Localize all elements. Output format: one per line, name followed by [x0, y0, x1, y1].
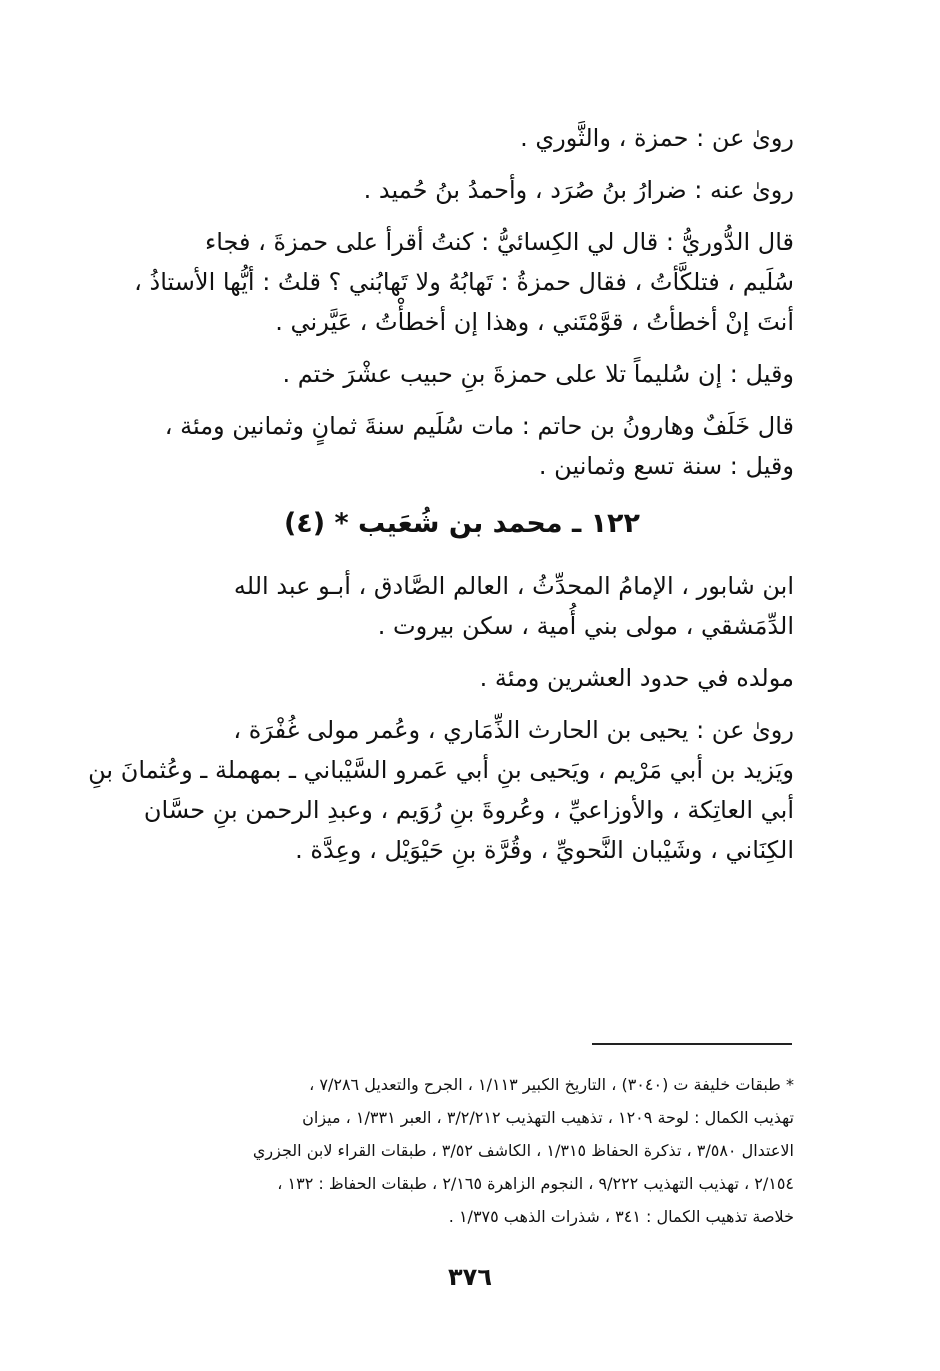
text-line: وقيل : سنة تسع وثمانين .	[538, 452, 794, 480]
text-line: روىٰ عنه : ضرارُ بنُ صُرَد ، وأحمدُ بنُ حُميد .	[363, 176, 794, 204]
entry-heading: ١٢٢ ـ محمد بن شُعَيب * (٤)	[283, 508, 641, 539]
footnotes	[130, 1068, 794, 1233]
text-line: روىٰ عن : حمزة ، والثَّوري .	[520, 124, 794, 152]
footnote-line: ٢/١٥٤ ، تهذيب التهذيب ٩/٢٢٢ ، النجوم الزاهرة ٢/١٦٥ ، طبقات الحفاظ : ١٣٢ ،	[277, 1174, 794, 1193]
paragraph-death-date	[130, 406, 794, 486]
footnote-line: خلاصة تذهيب الكمال : ٣٤١ ، شذرات الذهب ١/٣٧٥ .	[448, 1207, 794, 1226]
text-line: وقيل : إن سُليماً تلا على حمزةَ بنِ حبيب عشْرَ ختم .	[282, 360, 794, 388]
text-line: الدِّمَشقي ، مولى بني أُمية ، سكن بيروت .	[377, 612, 794, 640]
main-text	[88, 118, 794, 882]
paragraph-narrated-by	[130, 170, 794, 210]
paragraph-durri-quote	[130, 222, 794, 342]
footnote-line: * طبقات خليفة ت (٣٠٤٠) ، التاريخ الكبير ١/١١٣ ، الجرح والتعديل ٧/٢٨٦ ،	[309, 1075, 794, 1094]
text-line: ابن شابور ، الإمامُ المحدِّثُ ، العالم الصَّادق ، أبـو عبد الله	[233, 572, 794, 600]
text-line: أنتَ إنْ أخطأتُ ، قوَّمْتَني ، وهذا إن أخطأْتُ ، عَيَّرني .	[275, 308, 794, 336]
text-line: مولده في حدود العشرين ومئة .	[479, 664, 794, 692]
text-line: روىٰ عن : يحيى بن الحارث الذِّمَاري ، وعُمر مولى غُفْرَة ،	[233, 716, 794, 744]
paragraph-biography	[130, 566, 794, 646]
paragraph-narrated-from	[130, 118, 794, 158]
page-number: ٣٧٦	[448, 1263, 492, 1291]
paragraph-teachers	[88, 710, 794, 870]
footnote-line: الاعتدال ٣/٥٨٠ ، تذكرة الحفاظ ١/٣١٥ ، الكاشف ٣/٥٢ ، طبقات القراء لابن الجزري	[252, 1141, 794, 1160]
paragraph-birth	[130, 658, 794, 698]
footnote-line: تهذيب الكمال : لوحة ١٢٠٩ ، تذهيب التهذيب ٣/٢/٢١٢ ، العبر ١/٣٣١ ، ميزان	[302, 1108, 794, 1127]
text-line: سُلَيم ، فتلكَّأتُ ، فقال حمزةُ : تَهابُهُ ولا تَهابُني ؟ قلتُ : أيُّها الأستاذُ ،	[134, 268, 794, 296]
text-line: قال خَلَفٌ وهارونُ بن حاتم : مات سُلَيم سنةَ ثمانٍ وثمانين ومئة ،	[164, 412, 794, 440]
text-line: أبي العاتِكة ، والأوزاعيِّ ، وعُروةَ بنِ رُوَيم ، وعبدِ الرحمن بنِ حسَّان	[143, 796, 794, 824]
text-line: ويَزيد بن أبي مَرْيم ، ويَحيى بنِ أبي عَمرو السَّيْباني ـ بمهملة ـ وعُثمانَ بنِ	[88, 756, 794, 784]
footnote-divider	[592, 1043, 792, 1045]
paragraph-recitation	[130, 354, 794, 394]
text-line: قال الدُّوريُّ : قال لي الكِسائيُّ : كنتُ أقرأ على حمزةَ ، فجاء	[204, 228, 794, 256]
text-line: الكِنَاني ، وشَيْبان النَّحويِّ ، وقُرَّة بنِ حَيْوَيْل ، وعِدَّة .	[295, 836, 794, 864]
